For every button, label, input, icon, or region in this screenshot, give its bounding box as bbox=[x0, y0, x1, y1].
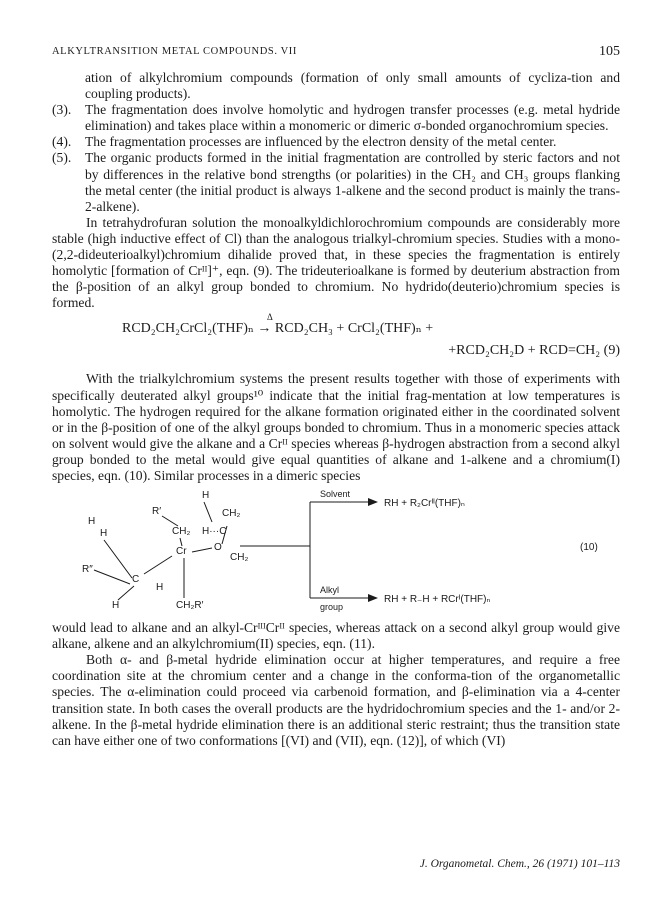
paragraph-trialkyl: With the trialkylchromium systems the present results together with those of experiments with specifically deuterated alkyl groups¹⁰ indicate that the initial frag-mentation at low temperatures is homolytic. The hydrogen required for the alkane formation originated either in the coordinated solvent or in the β-position of one of the alkyl groups bonded to chromium. Thus in a monomeric species attack on solvent would give the alkane and a Crᴵᴵ species whereas β-hydrogen abstraction from a second alkyl group bonded to the metal would give equal quantities of alkane and 1-alkene and a chromium(I) species, eqn. (10). Similar processes in a dimeric species bbox=[52, 371, 620, 483]
article-body bbox=[52, 70, 620, 749]
product-top: RH + R₂Crᴵᴵ(THF)ₙ bbox=[384, 498, 465, 510]
item-text: The fragmentation processes are influenced by the electron density of the metal center. bbox=[85, 134, 557, 150]
page-number: 105 bbox=[599, 44, 620, 59]
running-title: ALKYLTRANSITION METAL COMPOUNDS. VII bbox=[52, 46, 297, 57]
item-number: (5). bbox=[52, 150, 72, 166]
heat-symbol: Δ bbox=[267, 312, 273, 323]
page-header bbox=[52, 46, 620, 64]
alkyl-label: Alkyl bbox=[320, 585, 340, 596]
arrow-head-bottom bbox=[368, 594, 378, 602]
list-item-3 bbox=[52, 102, 620, 134]
paragraph-monoalkyl: In tetrahydrofuran solution the monoalkyldichlorochromium compounds are considerably more stable (high inductive effect of Cl) than the analogous trialkyl-chromium species. Studies with a mono-(2,2-dideuterioalkyl)chromium dihalide proved that, in these species the fragmentation is entirely homolytic [formation of Crᴵᴵ]⁺, eqn. (9). The trideuterioalkane is formed by deuterium abstraction from the β-position of an alkyl group bonded to chromium. No hydrido(deuterio)chromium species is formed. bbox=[52, 214, 620, 311]
atom-h-left: H bbox=[88, 516, 96, 528]
atom-ch2r: CH₂R′ bbox=[176, 600, 204, 612]
item-text: The organic products formed in the initial fragmentation are controlled by steric factors and not by differences in the relative bond strengths (or polarities) in the CH₂ and CH₃ groups flanking the metal center (the initial product is always 1-alkene and the second product is mainly the trans-2-alkene). bbox=[85, 150, 620, 214]
list-item-4 bbox=[52, 134, 620, 150]
product-bottom: RH + R₋H + RCrᴵ(THF)ₙ bbox=[384, 594, 491, 606]
item-text: The fragmentation does involve homolytic and hydrogen transfer processes (e.g. metal hydride elimination) and takes place within a monomeric or dimeric σ-bonded organochromium species. bbox=[85, 102, 620, 134]
paragraph-dimeric: would lead to alkane and an alkyl-CrᴵᴵᴵCrᴵᴵ species, whereas attack on a second alkyl group would give alkane, alkene and an alkylchromium(II) species, eqn. (11). bbox=[52, 620, 620, 652]
equation-9 bbox=[52, 312, 620, 365]
atom-cr: Cr bbox=[176, 546, 187, 558]
equation-9-line2: +RCD₂CH₂D + RCD=CH₂ (9) bbox=[448, 343, 620, 359]
atom-ch2-c: CH₂ bbox=[230, 552, 249, 564]
atom-o: O bbox=[214, 542, 222, 554]
atom-h-c: H bbox=[156, 582, 164, 594]
journal-citation: J. Organometal. Chem., 26 (1971) 101–113 bbox=[419, 858, 620, 870]
continuation-paragraph: ation of alkylchromium compounds (formation of only small amounts of cycliza-tion and coupling products). bbox=[85, 70, 620, 102]
atom-c: C bbox=[132, 574, 140, 586]
solvent-label: Solvent bbox=[320, 489, 351, 500]
list-item-5 bbox=[52, 150, 620, 214]
paragraph-elimination: Both α- and β-metal hydride elimination occur at higher temperatures, and require a free coordination site at the chromium center and a change in the conforma-tion of the organometallic species. The α-elimination could proceed via carbenoid formation, and β-elimination via a 4-center transition state. In both cases the overall products are the hydridochromium species and the 1- and/or 2-alkene. In the β-metal hydride elimination there is an additional steric restraint; thus the transition state can have either one of two conformations [(VI) and (VII), eqn. (12)], of which (VI) bbox=[52, 652, 620, 748]
item-number: (4). bbox=[52, 134, 72, 150]
atom-r-prime: R′ bbox=[152, 506, 162, 518]
equation-9-line1: RCD₂CH₂CrCl₂(THF)ₙ → RCD₂CH₃ + CrCl₂(THF)ₙ + bbox=[122, 321, 434, 337]
reaction-scheme-10 bbox=[52, 486, 620, 616]
group-label: group bbox=[320, 602, 344, 613]
atom-ch2-a: CH₂ bbox=[222, 508, 241, 520]
item-number: (3). bbox=[52, 102, 72, 118]
arrow-head-top bbox=[368, 498, 378, 506]
atom-h-bottom: H bbox=[112, 600, 120, 612]
equation-10-label: (10) bbox=[580, 542, 598, 554]
atom-r-dprime: R″ bbox=[82, 564, 93, 576]
scheme-drawing bbox=[52, 486, 620, 616]
atom-h-dot-c: H···C bbox=[202, 526, 227, 538]
atom-ch2-b: CH₂ bbox=[172, 526, 191, 538]
atom-h-top: H bbox=[202, 490, 210, 502]
atom-h-left2: H bbox=[100, 528, 108, 540]
branch-lines bbox=[252, 502, 368, 598]
